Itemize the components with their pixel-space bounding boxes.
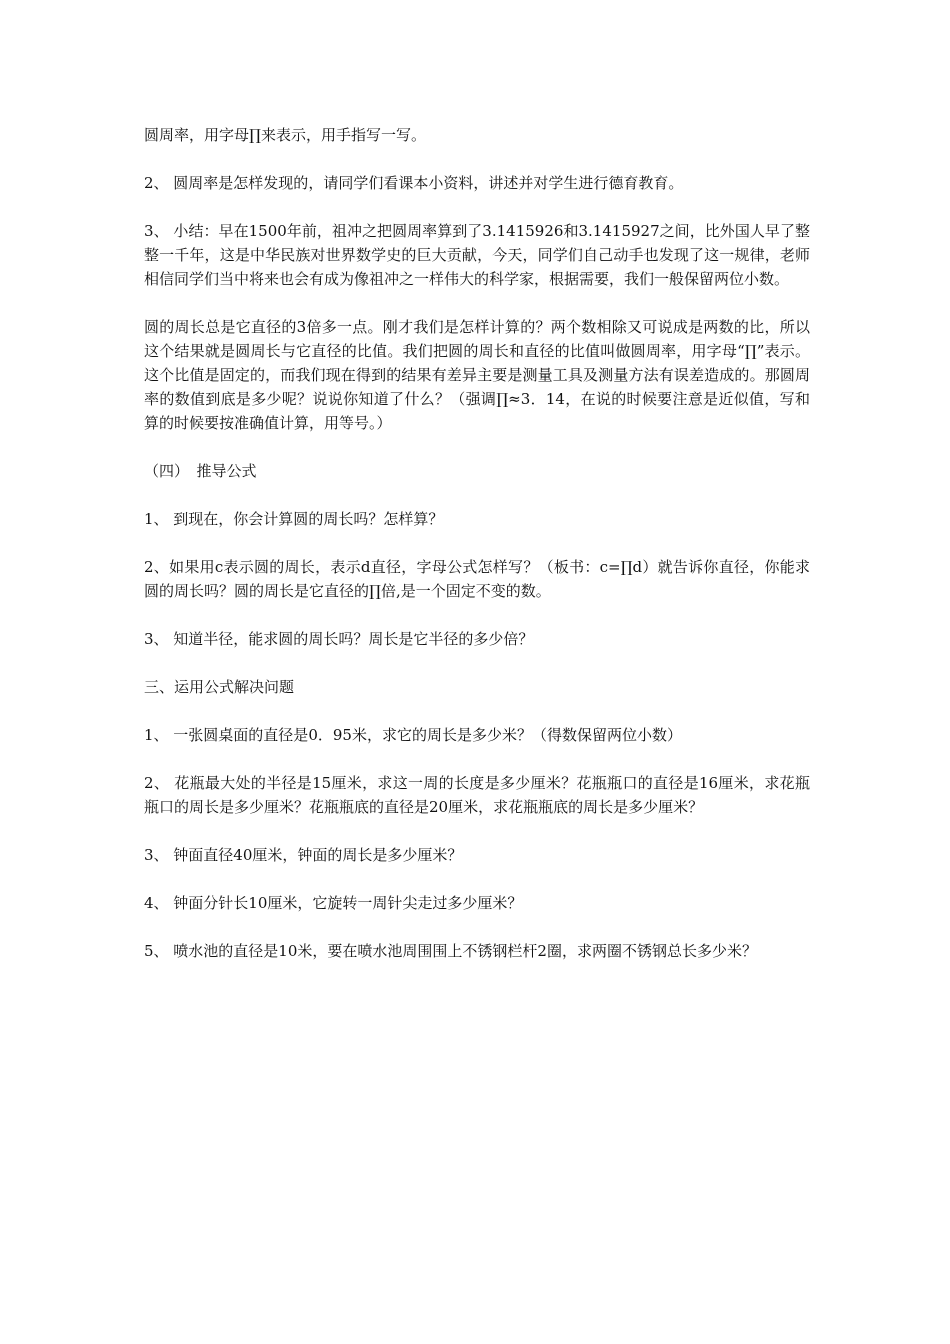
paragraph-derive-1: 1、 到现在，你会计算圆的周长吗？怎样算？: [144, 510, 444, 528]
exercise-5: 5、 喷水池的直径是10米，要在喷水池周围围上不锈钢栏杆2圈，求两圈不锈钢总长多少米？: [144, 942, 757, 960]
document-body: [144, 123, 810, 987]
exercise-1: 1、 一张圆桌面的直径是0．95米，求它的周长是多少米？（得数保留两位小数）: [144, 726, 682, 744]
paragraph-derive-3: 3、 知道半径，能求圆的周长吗？周长是它半径的多少倍？: [144, 630, 534, 648]
exercise-2: 2、 花瓶最大处的半径是15厘米，求这一周的长度是多少厘米？花瓶瓶口的直径是16厘米，求花瓶瓶口的周长是多少厘米？花瓶瓶底的直径是20厘米，求花瓶瓶底的周长是多少厘米？: [144, 774, 810, 816]
section-heading-derive-formula: （四） 推导公式: [144, 462, 257, 480]
paragraph-circumference-ratio: 圆的周长总是它直径的3倍多一点。刚才我们是怎样计算的？两个数相除又可说成是两数的比，所以这个结果就是圆周长与它直径的比值。我们把圆的周长和直径的比值叫做圆周率，用字母“∏”表示。这个比值是固定的，而我们现在得到的结果有差异主要是测量工具及测量方法有误差造成的。那圆周率的数值到底是多少呢？说说你知道了什么？（强调∏≈3．14，在说的时候要注意是近似值，写和算的时候要按准确值计算，用等号。）: [144, 318, 810, 432]
paragraph-derive-2: 2、如果用c表示圆的周长，表示d直径，字母公式怎样写？（板书：c=∏d）就告诉你直径，你能求圆的周长吗？圆的周长是它直径的∏倍,是一个固定不变的数。: [144, 558, 810, 600]
exercise-4: 4、 钟面分针长10厘米，它旋转一周针尖走过多少厘米？: [144, 894, 523, 912]
paragraph-item-2-discovery: 2、 圆周率是怎样发现的，请同学们看课本小资料，讲述并对学生进行德育教育。: [144, 174, 684, 192]
paragraph-item-3-summary: 3、 小结：早在1500年前，祖冲之把圆周率算到了3.1415926和3.1415927之间，比外国人早了整整一千年，这是中华民族对世界数学史的巨大贡献，今天，同学们自己动手也发现了这一规律，老师相信同学们当中将来也会有成为像祖冲之一样伟大的科学家，根据需要，我们一般保留两位小数。: [144, 222, 810, 288]
exercise-3: 3、 钟面直径40厘米，钟面的周长是多少厘米？: [144, 846, 463, 864]
section-heading-apply-formula: 三、运用公式解决问题: [144, 678, 295, 696]
paragraph-pi-symbol: 圆周率，用字母∏来表示，用手指写一写。: [144, 126, 426, 144]
